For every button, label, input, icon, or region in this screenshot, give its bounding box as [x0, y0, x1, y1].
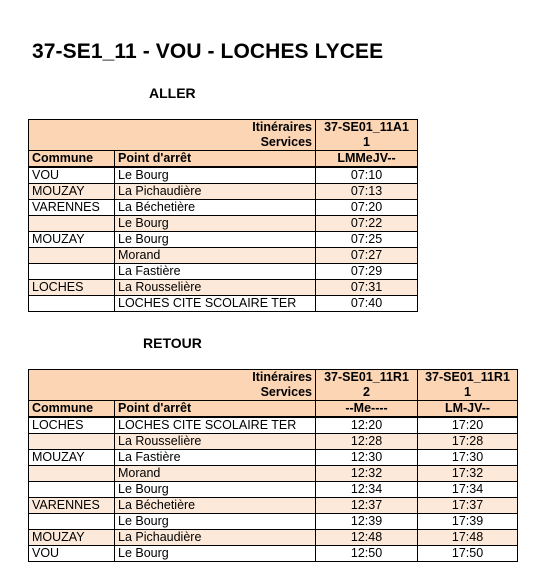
stop-cell: La Rousselière: [115, 434, 316, 450]
stop-cell: LOCHES CITE SCOLAIRE TER: [115, 296, 316, 312]
time-cell: 17:39: [418, 514, 518, 530]
commune-cell: [29, 514, 115, 530]
itineraires-label: Itinéraires: [29, 120, 316, 136]
time-cell: 17:30: [418, 450, 518, 466]
service-number: 1: [418, 385, 518, 401]
time-cell: 07:27: [316, 248, 418, 264]
table-row: [29, 264, 418, 280]
table-row: [29, 216, 418, 232]
time-cell: 07:25: [316, 232, 418, 248]
time-cell: 12:37: [316, 498, 418, 514]
services-label: Services: [29, 385, 316, 401]
itineraires-label: Itinéraires: [29, 370, 316, 386]
time-cell: 07:31: [316, 280, 418, 296]
commune-cell: VARENNES: [29, 498, 115, 514]
table-row: [29, 450, 518, 466]
table-row: [29, 498, 518, 514]
arret-header: Point d'arrêt: [115, 151, 316, 168]
commune-cell: [29, 216, 115, 232]
stop-cell: La Béchetière: [115, 498, 316, 514]
time-cell: 12:20: [316, 417, 418, 434]
services-label: Services: [29, 135, 316, 151]
stop-cell: Le Bourg: [115, 167, 316, 184]
stop-cell: La Fastière: [115, 450, 316, 466]
time-cell: 17:50: [418, 546, 518, 562]
time-cell: 17:34: [418, 482, 518, 498]
commune-cell: [29, 296, 115, 312]
stop-cell: Le Bourg: [115, 546, 316, 562]
commune-cell: LOCHES: [29, 417, 115, 434]
time-cell: 07:29: [316, 264, 418, 280]
stop-cell: La Pichaudière: [115, 530, 316, 546]
time-cell: 07:10: [316, 167, 418, 184]
stop-cell: Morand: [115, 466, 316, 482]
table-row: [29, 530, 518, 546]
time-cell: 12:32: [316, 466, 418, 482]
commune-header: Commune: [29, 151, 115, 168]
commune-cell: MOUZAY: [29, 450, 115, 466]
stop-cell: La Fastière: [115, 264, 316, 280]
stop-cell: Le Bourg: [115, 514, 316, 530]
stop-cell: Le Bourg: [115, 232, 316, 248]
retour-timetable: [28, 369, 518, 562]
table-row: [29, 296, 418, 312]
table-row: [29, 514, 518, 530]
stop-cell: La Pichaudière: [115, 184, 316, 200]
time-cell: 17:20: [418, 417, 518, 434]
time-cell: 12:48: [316, 530, 418, 546]
commune-cell: [29, 482, 115, 498]
stop-cell: LOCHES CITE SCOLAIRE TER: [115, 417, 316, 434]
table-row: [29, 546, 518, 562]
time-cell: 07:13: [316, 184, 418, 200]
commune-cell: MOUZAY: [29, 232, 115, 248]
time-cell: 07:22: [316, 216, 418, 232]
table-row: [29, 280, 418, 296]
table-row: [29, 248, 418, 264]
time-cell: 12:39: [316, 514, 418, 530]
days-pattern: LMMeJV--: [316, 151, 418, 168]
stop-cell: Le Bourg: [115, 482, 316, 498]
time-cell: 17:28: [418, 434, 518, 450]
commune-cell: [29, 264, 115, 280]
itineraire-code: 37-SE01_11R1: [418, 370, 518, 386]
table-row: [29, 434, 518, 450]
aller-timetable: [28, 119, 418, 312]
commune-cell: [29, 466, 115, 482]
time-cell: 17:37: [418, 498, 518, 514]
table-row: [29, 232, 418, 248]
time-cell: 12:28: [316, 434, 418, 450]
time-cell: 12:50: [316, 546, 418, 562]
time-cell: 12:30: [316, 450, 418, 466]
table-row: [29, 200, 418, 216]
commune-cell: VARENNES: [29, 200, 115, 216]
commune-cell: VOU: [29, 546, 115, 562]
commune-cell: VOU: [29, 167, 115, 184]
itineraire-code: 37-SE01_11R1: [316, 370, 418, 386]
itineraire-code: 37-SE01_11A1: [316, 120, 418, 136]
commune-cell: [29, 248, 115, 264]
service-number: 1: [316, 135, 418, 151]
stop-cell: La Rousselière: [115, 280, 316, 296]
commune-cell: [29, 434, 115, 450]
time-cell: 17:48: [418, 530, 518, 546]
time-cell: 17:32: [418, 466, 518, 482]
time-cell: 07:40: [316, 296, 418, 312]
page-title: 37-SE1_11 - VOU - LOCHES LYCEE: [32, 40, 384, 63]
commune-cell: MOUZAY: [29, 530, 115, 546]
time-cell: 07:20: [316, 200, 418, 216]
table-row: [29, 482, 518, 498]
days-pattern: --Me----: [316, 401, 418, 418]
commune-cell: MOUZAY: [29, 184, 115, 200]
table-row: [29, 184, 418, 200]
retour-heading: RETOUR: [143, 335, 202, 351]
stop-cell: La Béchetière: [115, 200, 316, 216]
arret-header: Point d'arrêt: [115, 401, 316, 418]
commune-header: Commune: [29, 401, 115, 418]
days-pattern: LM-JV--: [418, 401, 518, 418]
time-cell: 12:34: [316, 482, 418, 498]
stop-cell: Morand: [115, 248, 316, 264]
table-row: [29, 167, 418, 184]
commune-cell: LOCHES: [29, 280, 115, 296]
service-number: 2: [316, 385, 418, 401]
table-row: [29, 466, 518, 482]
stop-cell: Le Bourg: [115, 216, 316, 232]
table-row: [29, 417, 518, 434]
aller-heading: ALLER: [149, 85, 196, 101]
